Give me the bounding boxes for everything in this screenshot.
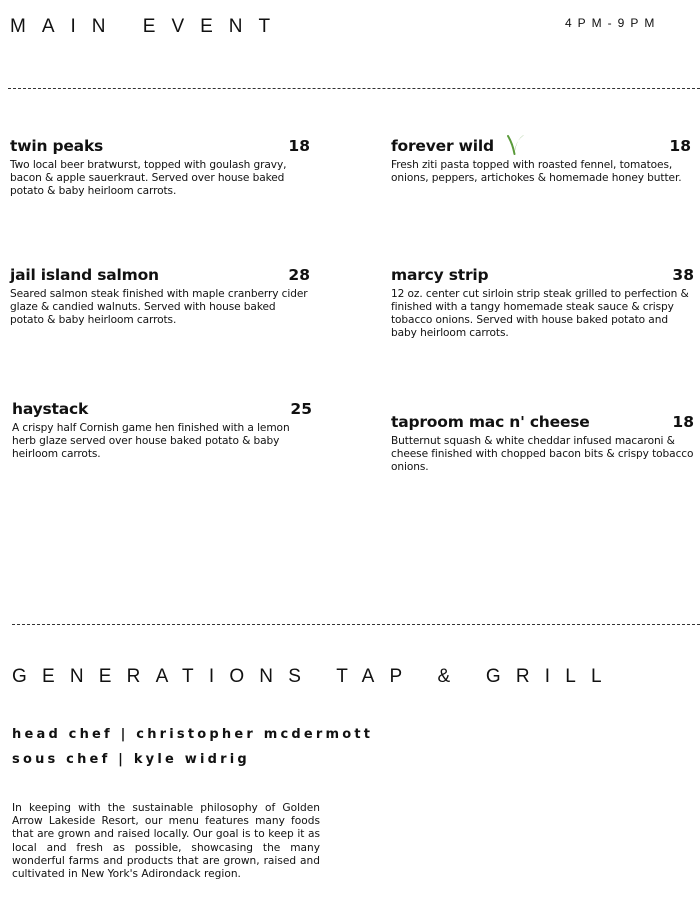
item-description: A crispy half Cornish game hen finished with a lemon herb glaze served over house baked potato & baby heirloom carrots. <box>12 422 290 460</box>
divider-top <box>8 88 700 89</box>
menu-item-jail-island-salmon <box>10 262 310 327</box>
head-chef-credit: head chef | christopher mcdermott <box>12 727 374 742</box>
item-name: marcy strip <box>391 266 489 284</box>
menu-item-haystack <box>12 396 312 461</box>
section-title-generations-tap-grill: GENERATIONS TAP & GRILL <box>12 666 617 687</box>
divider-bottom <box>12 624 700 625</box>
item-description: Fresh ziti pasta topped with roasted fennel, tomatoes, onions, peppers, artichokes & homemade honey butter. <box>391 159 682 184</box>
item-description: Butternut squash & white cheddar infused macaroni & cheese finished with chopped bacon bits & crispy tobacco onions. <box>391 435 694 473</box>
menu-item-marcy-strip <box>391 262 694 340</box>
item-name: forever wild <box>391 137 494 155</box>
item-price: 38 <box>672 266 694 284</box>
item-name: taproom mac n' cheese <box>391 413 590 431</box>
item-name: haystack <box>12 400 89 418</box>
item-name: jail island salmon <box>10 266 159 284</box>
menu-item-forever-wild <box>391 133 691 185</box>
item-price: 18 <box>669 137 691 155</box>
item-name: twin peaks <box>10 137 104 155</box>
item-price: 18 <box>672 413 694 431</box>
item-price: 18 <box>288 137 310 155</box>
item-description: Two local beer bratwurst, topped with goulash gravy, bacon & apple sauerkraut. Served over house baked potato & baby heirloom carrots. <box>10 159 287 197</box>
item-price: 28 <box>288 266 310 284</box>
sustainability-statement: In keeping with the sustainable philosophy of Golden Arrow Lakeside Resort, our menu features many foods that are grown and raised locally. Our goal is to keep it as local and fresh as possible, showcasing the many wonderful farms and products that are grown, raised and cultivated in New York's Adirondack region. <box>12 802 320 881</box>
service-hours: 4PM-9PM <box>565 16 661 30</box>
item-description: Seared salmon steak finished with maple cranberry cider glaze & candied walnuts. Served with house baked potato & baby heirloom carrots. <box>10 288 308 326</box>
menu-item-twin-peaks <box>10 133 310 198</box>
section-title-main-event: MAIN EVENT <box>10 16 287 37</box>
sous-chef-credit: sous chef | kyle widrig <box>12 752 250 767</box>
vegetarian-leaf-icon <box>506 133 526 155</box>
item-price: 25 <box>290 400 312 418</box>
menu-item-taproom-mac-n-cheese <box>391 409 694 474</box>
item-description: 12 oz. center cut sirloin strip steak grilled to perfection & finished with a tangy homemade steak sauce & crispy tobacco onions. Served with house baked potato and baby heirloom carrots. <box>391 288 689 339</box>
